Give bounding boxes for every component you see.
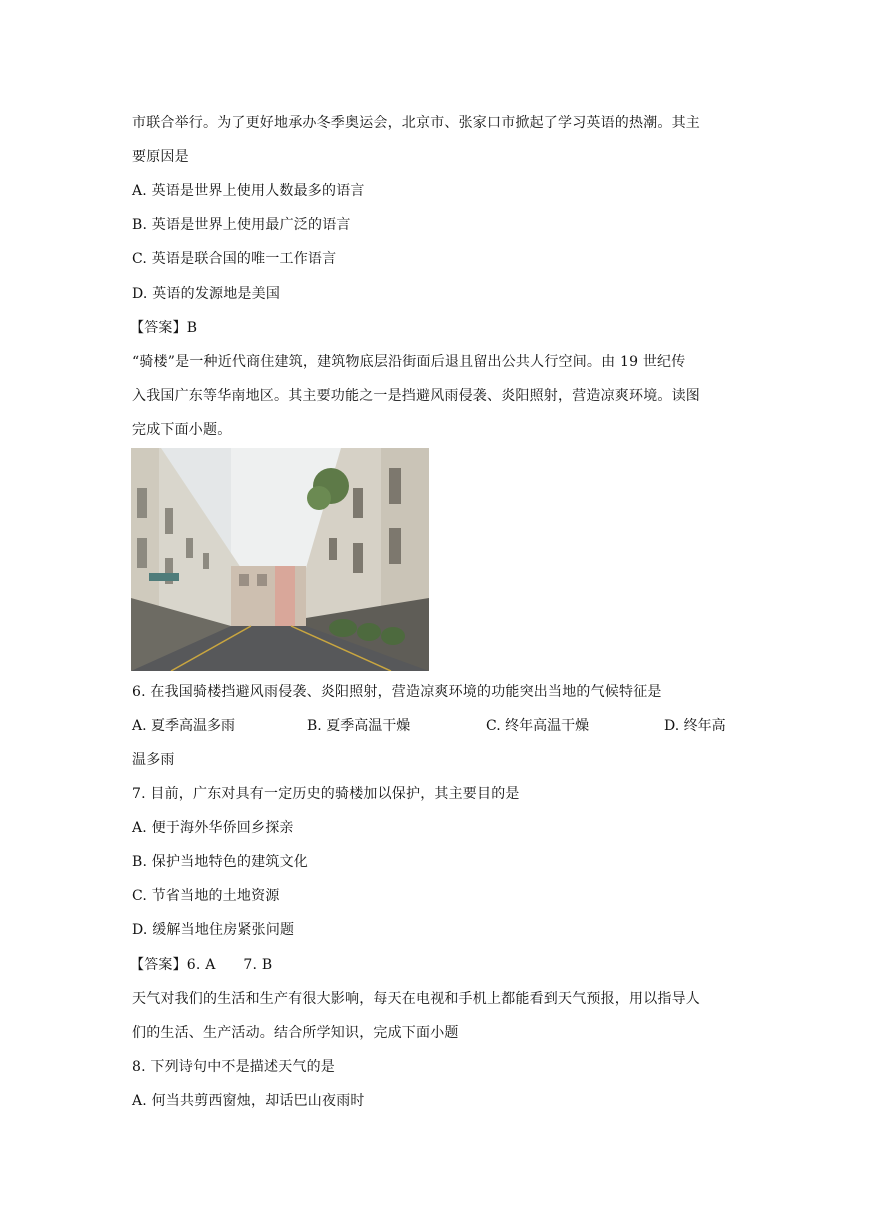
q5-option-b: B. 英语是世界上使用最广泛的语言 — [132, 217, 351, 233]
q5-answer: 【答案】B — [130, 320, 198, 336]
q6-option-c: C. 终年高温干燥 — [486, 718, 590, 734]
q5-stem-line2: 要原因是 — [132, 149, 189, 165]
qilou-street-photo — [131, 448, 429, 671]
q6-option-b: B. 夏季高温干燥 — [307, 718, 411, 734]
weather-passage-line1: 天气对我们的生活和生产有很大影响，每天在电视和手机上都能看到天气预报，用以指导人 — [132, 991, 700, 1007]
q7-option-d: D. 缓解当地住房紧张问题 — [132, 922, 295, 938]
q8-stem: 8. 下列诗句中不是描述天气的是 — [132, 1059, 336, 1075]
q5-option-a: A. 英语是世界上使用人数最多的语言 — [132, 183, 365, 199]
q6-stem: 6. 在我国骑楼挡避风雨侵袭、炎阳照射，营造凉爽环境的功能突出当地的气候特征是 — [132, 684, 662, 700]
q8-option-a: A. 何当共剪西窗烛，却话巴山夜雨时 — [132, 1093, 365, 1109]
q6-q7-answer: 【答案】6. A 7. B — [130, 957, 273, 973]
qilou-passage-line2: 入我国广东等华南地区。其主要功能之一是挡避风雨侵袭、炎阳照射，营造凉爽环境。读图 — [132, 388, 700, 404]
q7-option-b: B. 保护当地特色的建筑文化 — [132, 854, 308, 870]
q6-option-d-cont: 温多雨 — [132, 752, 175, 768]
q5-option-d: D. 英语的发源地是美国 — [132, 286, 281, 302]
q6-option-d: D. 终年高 — [664, 718, 726, 734]
q7-option-c: C. 节省当地的土地资源 — [132, 888, 280, 904]
weather-passage-line2: 们的生活、生产活动。结合所学知识，完成下面小题 — [132, 1025, 459, 1041]
q5-stem-line1: 市联合举行。为了更好地承办冬季奥运会，北京市、张家口市掀起了学习英语的热潮。其主 — [132, 115, 700, 131]
qilou-passage-line3: 完成下面小题。 — [132, 422, 232, 438]
q6-option-a: A. 夏季高温多雨 — [132, 718, 236, 734]
qilou-passage-line1: “骑楼”是一种近代商住建筑，建筑物底层沿街面后退且留出公共人行空间。由 19 世纪传 — [132, 354, 686, 370]
q7-option-a: A. 便于海外华侨回乡探亲 — [132, 820, 294, 836]
q7-stem: 7. 目前，广东对具有一定历史的骑楼加以保护，其主要目的是 — [132, 786, 520, 802]
q5-option-c: C. 英语是联合国的唯一工作语言 — [132, 251, 337, 267]
